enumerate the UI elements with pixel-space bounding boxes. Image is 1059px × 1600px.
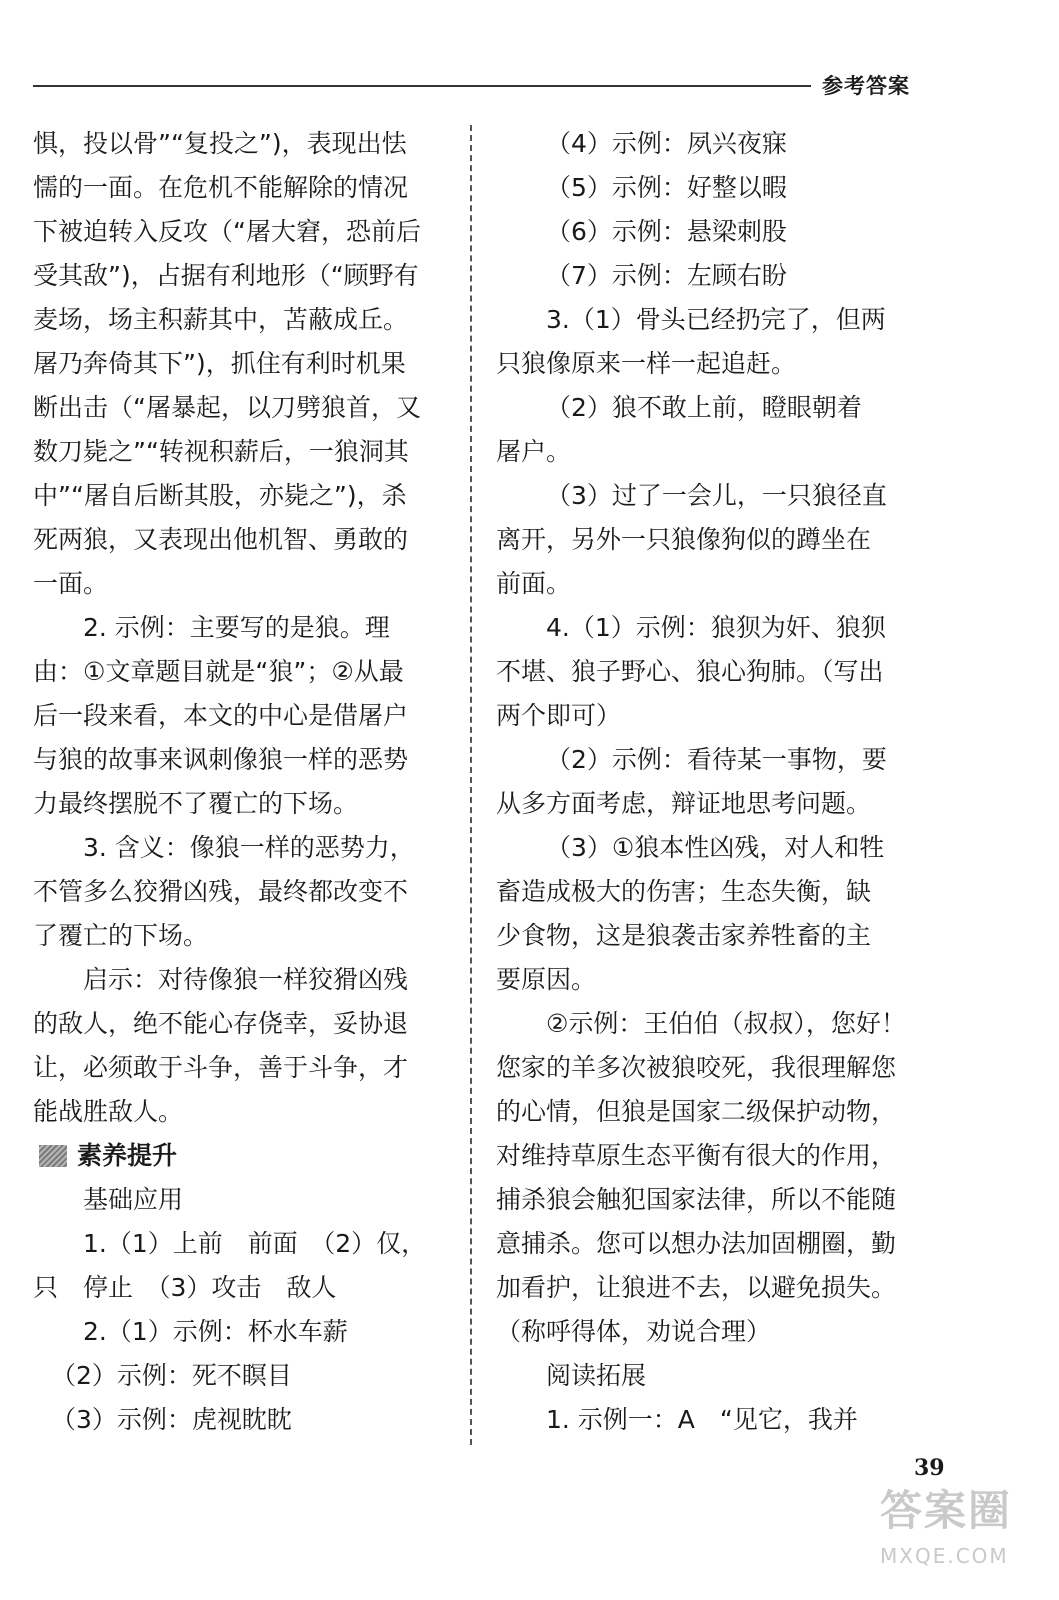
watermark-logo: 答案圈 (880, 1486, 1013, 1535)
text-line: （7）示例：左顾右盼 (546, 261, 787, 290)
text-line: 从多方面考虑，辩证地思考问题。 (496, 789, 872, 818)
text-line: 对维持草原生态平衡有很大的作用， (496, 1141, 897, 1170)
text-line: 畜造成极大的伤害；生态失衡，缺 (496, 877, 872, 906)
text-line: 您家的羊多次被狼咬死，我很理解您 (496, 1053, 897, 1082)
text-line: 3.（1）骨头已经扔完了，但两 (546, 305, 886, 334)
text-line: 让，必须敢于斗争，善于斗争，才 (33, 1053, 409, 1082)
text-line: 两个即可） (496, 701, 622, 730)
left-column (33, 122, 451, 1442)
right-column (496, 122, 914, 1442)
section-marker-icon (39, 1145, 67, 1167)
text-line: 离开，另外一只狼像狗似的蹲坐在 (496, 525, 872, 554)
text-line: （5）示例：好整以暇 (546, 173, 787, 202)
text-line: 屠户。 (496, 437, 572, 466)
subsection-title: 基础应用 (83, 1185, 184, 1214)
text-line: 断出击（“屠暴起，以刀劈狼首，又 (33, 393, 421, 422)
text-line: 前面。 (496, 569, 572, 598)
text-line: 能战胜敌人。 (33, 1097, 184, 1126)
text-line: 受其敌”)，占据有利地形（“顾野有 (33, 261, 419, 290)
text-line: 2.（1）示例：杯水车薪 (83, 1317, 348, 1346)
text-line: 与狼的故事来讽刺像狼一样的恶势 (33, 745, 409, 774)
text-line: 1. 示例一：A “见它，我并 (546, 1405, 858, 1434)
column-divider (470, 125, 472, 1445)
text-line: （3）示例：虎视眈眈 (51, 1405, 292, 1434)
text-line: 的敌人，绝不能心存侥幸，妥协退 (33, 1009, 409, 1038)
text-line: 惧，投以骨”“复投之”)，表现出怯 (33, 129, 407, 158)
watermark (880, 1478, 1050, 1588)
section-heading (33, 1134, 451, 1178)
text-line: 捕杀狼会触犯国家法律，所以不能随 (496, 1185, 897, 1214)
text-line: 死两狼，又表现出他机智、勇敢的 (33, 525, 409, 554)
text-line: 的心情，但狼是国家二级保护动物， (496, 1097, 897, 1126)
text-line: 启示：对待像狼一样狡猾凶残 (83, 965, 409, 994)
text-line: 数刀毙之”“转视积薪后，一狼洞其 (33, 437, 409, 466)
watermark-url: MXQE.COM (880, 1544, 1009, 1568)
text-line: 不管多么狡猾凶残，最终都改变不 (33, 877, 409, 906)
text-line: 只狼像原来一样一起追赶。 (496, 349, 797, 378)
text-line: （3）过了一会儿，一只狼径直 (546, 481, 887, 510)
text-line: （3）①狼本性凶残，对人和牲 (546, 833, 885, 862)
text-line: （4）示例：夙兴夜寐 (546, 129, 787, 158)
subsection-title: 阅读拓展 (546, 1361, 647, 1390)
text-line: （6）示例：悬梁刺股 (546, 217, 787, 246)
text-line: 由：①文章题目就是“狼”；②从最 (33, 657, 404, 686)
text-line: 3. 含义：像狼一样的恶势力， (83, 833, 415, 862)
text-line: 后一段来看，本文的中心是借屠户 (33, 701, 409, 730)
text-line: 不堪、狼子野心、狼心狗肺。（写出 (496, 657, 884, 686)
page-number: 39 (914, 1455, 945, 1481)
text-line: 屠乃奔倚其下”)，抓住有利时机果 (33, 349, 406, 378)
text-line: 中”“屠自后断其股，亦毙之”)，杀 (33, 481, 407, 510)
text-line: 1.（1）上前 前面 （2）仅， (83, 1229, 427, 1258)
text-line: 少食物，这是狼袭击家养牲畜的主 (496, 921, 872, 950)
text-line: 加看护，让狼进不去，以避免损失。 (496, 1273, 897, 1302)
text-line: 一面。 (33, 569, 109, 598)
section-title: 素养提升 (77, 1141, 178, 1170)
text-line: 了覆亡的下场。 (33, 921, 209, 950)
text-line: 意捕杀。您可以想办法加固棚圈，勤 (496, 1229, 897, 1258)
text-line: 2. 示例：主要写的是狼。理 (83, 613, 390, 642)
text-line: 懦的一面。在危机不能解除的情况 (33, 173, 409, 202)
header-title: 参考答案 (822, 74, 910, 98)
text-line: 麦场，场主积薪其中，苫蔽成丘。 (33, 305, 409, 334)
text-line: 力最终摆脱不了覆亡的下场。 (33, 789, 359, 818)
text-line: （称呼得体，劝说合理） (496, 1317, 772, 1346)
text-line: 只 停止 （3）攻击 敌人 (33, 1273, 337, 1302)
text-line: （2）示例：死不瞑目 (51, 1361, 292, 1390)
text-line: （2）示例：看待某一事物，要 (546, 745, 887, 774)
text-line: ②示例：王伯伯（叔叔），您好！ (546, 1009, 906, 1038)
text-line: 4.（1）示例：狼狈为奸、狼狈 (546, 613, 886, 642)
text-line: （2）狼不敢上前，瞪眼朝着 (546, 393, 862, 422)
text-line: 下被迫转入反攻（“屠大窘，恐前后 (33, 217, 421, 246)
text-line: 要原因。 (496, 965, 597, 994)
header-rule (33, 85, 811, 87)
